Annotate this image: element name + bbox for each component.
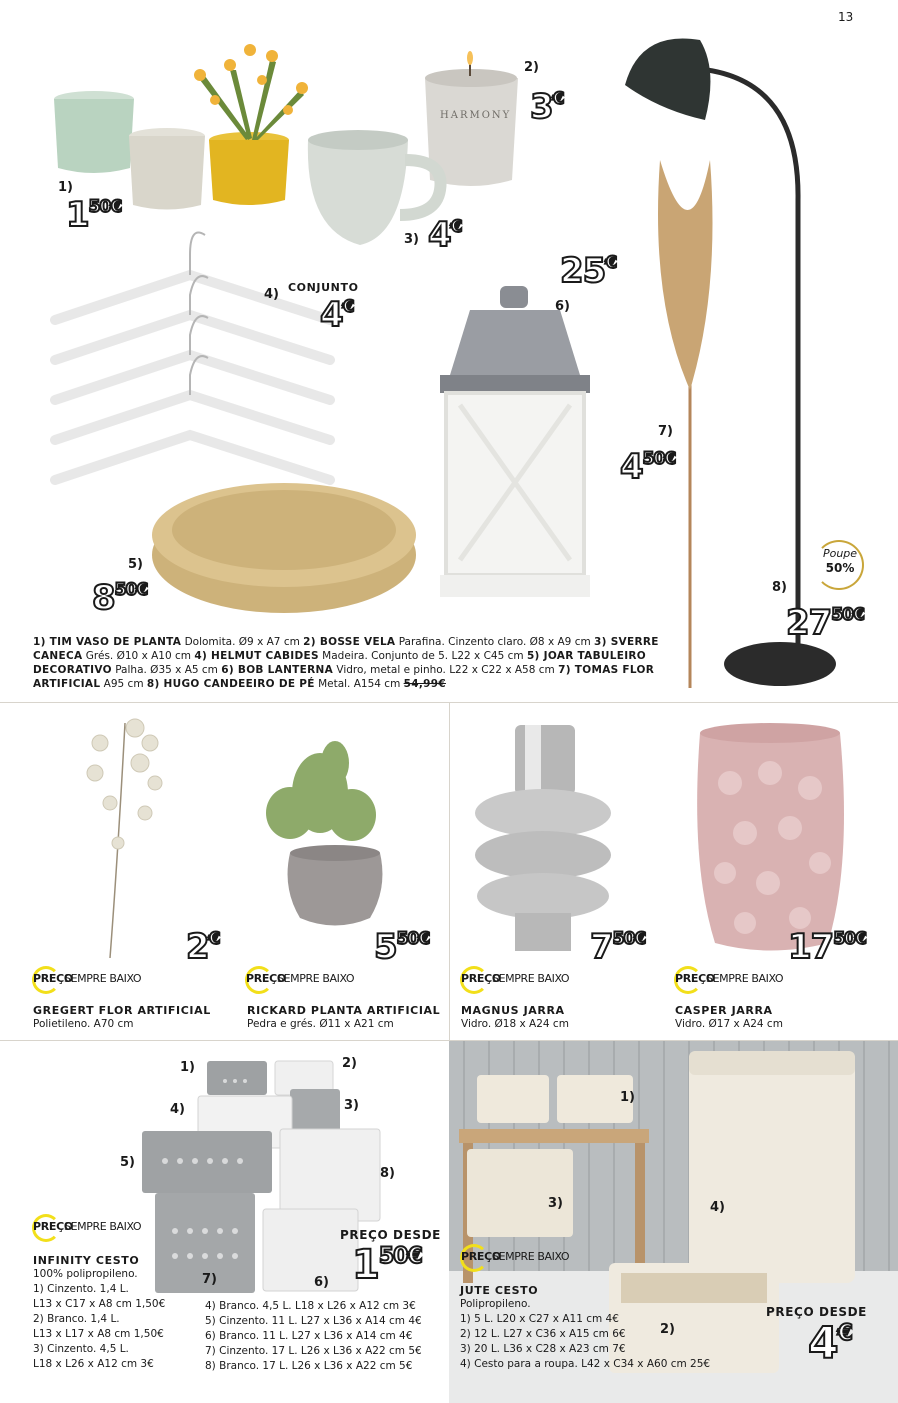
desc-line-1: 1) TIM VASO DE PLANTA Dolomita. Ø9 x A7 cm 2) BOSSE VELA Parafina. Cinzento claro. Ø8 x A9 cm 3) SVERRE xyxy=(33,636,659,648)
infinity-line-4: L13 x L17 x A8 cm 1,50€ xyxy=(33,1328,164,1340)
infinity-num-7: 7) xyxy=(202,1272,217,1287)
infinity-line-9: 6) Branco. 11 L. L27 x L36 x A14 cm 4€ xyxy=(205,1330,413,1342)
jute-num-1: 1) xyxy=(620,1090,635,1105)
infinity-title: INFINITY CESTO xyxy=(33,1254,140,1267)
low-price-badge-jute: PREÇO SEMPRE BAIXO xyxy=(460,1242,590,1272)
infinity-line-10: 7) Cinzento. 17 L. L26 x L36 x A22 cm 5€ xyxy=(205,1345,422,1357)
top-description xyxy=(33,635,659,691)
low-price-badge-rickard: PREÇO SEMPRE BAIXO xyxy=(245,964,375,994)
mug-image xyxy=(308,130,441,245)
item-2-price: 3€ xyxy=(530,87,564,127)
low-price-badge-gregert: PREÇO SEMPRE BAIXO xyxy=(32,964,162,994)
item-3-price: 4€ xyxy=(428,215,462,255)
infinity-price-label: PREÇO DESDE xyxy=(340,1228,441,1242)
infinity-num-1: 1) xyxy=(180,1060,195,1075)
rickard-price: 550€ xyxy=(374,927,430,967)
item-1-number: 1) xyxy=(58,180,73,195)
pink-vase-image xyxy=(697,723,844,951)
old-price: 54,99€ xyxy=(403,678,446,690)
infinity-num-4: 4) xyxy=(170,1102,185,1117)
hangers-image xyxy=(55,275,330,480)
discount-badge-value: 50% xyxy=(825,561,855,575)
jute-line-2: 2) 12 L. L27 x C36 x A15 cm 6€ xyxy=(460,1328,626,1340)
infinity-num-8: 8) xyxy=(380,1166,395,1181)
lantern-image xyxy=(440,286,590,597)
item-7-number: 7) xyxy=(658,424,673,439)
infinity-num-5: 5) xyxy=(120,1155,135,1170)
candle-brand: HARMONY xyxy=(440,110,512,121)
item-3-number: 3) xyxy=(404,232,419,247)
infinity-line-8: 5) Cinzento. 11 L. L27 x L36 x A14 cm 4€ xyxy=(205,1315,422,1327)
jute-info xyxy=(460,1284,710,1372)
jute-line-1: 1) 5 L. L20 x C27 x A11 cm 4€ xyxy=(460,1313,619,1325)
magnus-name: MAGNUS JARRA xyxy=(461,1004,565,1017)
rickard-info xyxy=(247,1004,440,1032)
infinity-num-6: 6) xyxy=(314,1275,329,1290)
floor-lamp-image xyxy=(625,38,836,686)
jute-title: JUTE CESTO xyxy=(460,1284,539,1297)
infinity-info-right xyxy=(205,1299,422,1374)
casper-name: CASPER JARRA xyxy=(675,1004,773,1017)
item-4-number: 4) xyxy=(264,287,279,302)
plant-pots-image xyxy=(54,44,308,210)
infinity-line-5: 3) Cinzento. 4,5 L. xyxy=(33,1343,129,1355)
gregert-name: GREGERT FLOR ARTIFICIAL xyxy=(33,1004,211,1017)
magnus-desc: Vidro. Ø18 x A24 cm xyxy=(461,1018,569,1030)
rickard-name: RICKARD PLANTA ARTIFICIAL xyxy=(247,1004,441,1017)
item-5-price: 850€ xyxy=(92,578,148,618)
discount-badge xyxy=(814,540,864,590)
low-price-badge-magnus: PREÇO SEMPRE BAIXO xyxy=(460,964,590,994)
infinity-num-3: 3) xyxy=(344,1098,359,1113)
magnus-info xyxy=(461,1004,569,1032)
item-4-set-label: CONJUNTO xyxy=(288,281,359,294)
rickard-desc: Pedra e grés. Ø11 x A21 cm xyxy=(247,1018,394,1030)
low-price-badge-casper: PREÇO SEMPRE BAIXO xyxy=(674,964,804,994)
item-7-price: 450€ xyxy=(620,447,676,487)
casper-desc: Vidro. Ø17 x A24 cm xyxy=(675,1018,783,1030)
silver-vase-image xyxy=(475,725,611,951)
item-1-price: 150€ xyxy=(66,195,122,235)
jute-num-3: 3) xyxy=(548,1196,563,1211)
gregert-price: 2€ xyxy=(186,927,220,967)
casper-price: 1750€ xyxy=(788,927,866,967)
artificial-plant-image xyxy=(266,741,382,926)
item-6-number: 6) xyxy=(555,299,570,314)
desc-line-3: DECORATIVO Palha. Ø35 x A5 cm 6) BOB LANTERNA Vidro, metal e pinho. L22 x C22 x A58 cm 7) TOMAS FLOR xyxy=(33,664,655,676)
gregert-desc: Polietileno. A70 cm xyxy=(33,1018,134,1030)
infinity-line-6: L18 x L26 x A12 cm 3€ xyxy=(33,1358,154,1370)
item-6-price: 25€ xyxy=(560,251,617,291)
infinity-num-2: 2) xyxy=(342,1056,357,1071)
infinity-line-7: 4) Branco. 4,5 L. L18 x L26 x A12 cm 3€ xyxy=(205,1300,416,1312)
jute-price: 4€ xyxy=(808,1318,852,1369)
infinity-price: 150€ xyxy=(352,1242,422,1288)
item-4-price: 4€ xyxy=(320,295,354,335)
low-price-badge-infinity: PREÇO SEMPRE BAIXO xyxy=(32,1212,162,1242)
jute-line-3: 3) 20 L. L36 x C28 x A23 cm 7€ xyxy=(460,1343,626,1355)
infinity-line-11: 8) Branco. 17 L. L26 x L36 x A22 cm 5€ xyxy=(205,1360,413,1372)
infinity-line-3: 2) Branco. 1,4 L. xyxy=(33,1313,120,1325)
infinity-line-1: 1) Cinzento. 1,4 L. xyxy=(33,1283,129,1295)
infinity-line-2: L13 x C17 x A8 cm 1,50€ xyxy=(33,1298,166,1310)
gregert-info xyxy=(33,1004,211,1032)
item-2-number: 2) xyxy=(524,60,539,75)
basket-stack xyxy=(142,1061,380,1293)
desc-line-4: ARTIFICIAL A95 cm 8) HUGO CANDEEIRO DE PÉ Metal. A154 cm 54,99€ xyxy=(33,678,446,690)
jute-price-label: PREÇO DESDE xyxy=(766,1305,867,1319)
jute-num-2: 2) xyxy=(660,1322,675,1337)
page-number: 13 xyxy=(838,10,854,24)
item-8-number: 8) xyxy=(772,580,787,595)
infinity-info xyxy=(33,1254,165,1372)
discount-badge-label: Poupe xyxy=(822,547,858,560)
infinity-material: 100% polipropileno. xyxy=(33,1268,138,1280)
artificial-flower-image xyxy=(87,719,162,958)
jute-line-4: 4) Cesto para a roupa. L42 x C34 x A60 cm 25€ xyxy=(460,1358,711,1370)
jute-material: Polipropileno. xyxy=(460,1298,531,1310)
item-8-price: 2750€ xyxy=(786,603,864,643)
casper-info xyxy=(675,1004,783,1032)
middle-product-illustrations xyxy=(0,703,898,967)
tray-image xyxy=(152,483,416,613)
desc-line-2: CANECA Grés. Ø10 x A10 cm 4) HELMUT CABIDES Madeira. Conjunto de 5. L22 x C45 cm 5) JOAR TABULEIRO xyxy=(33,650,647,662)
item-5-number: 5) xyxy=(128,557,143,572)
jute-num-4: 4) xyxy=(710,1200,725,1215)
magnus-price: 750€ xyxy=(590,927,646,967)
